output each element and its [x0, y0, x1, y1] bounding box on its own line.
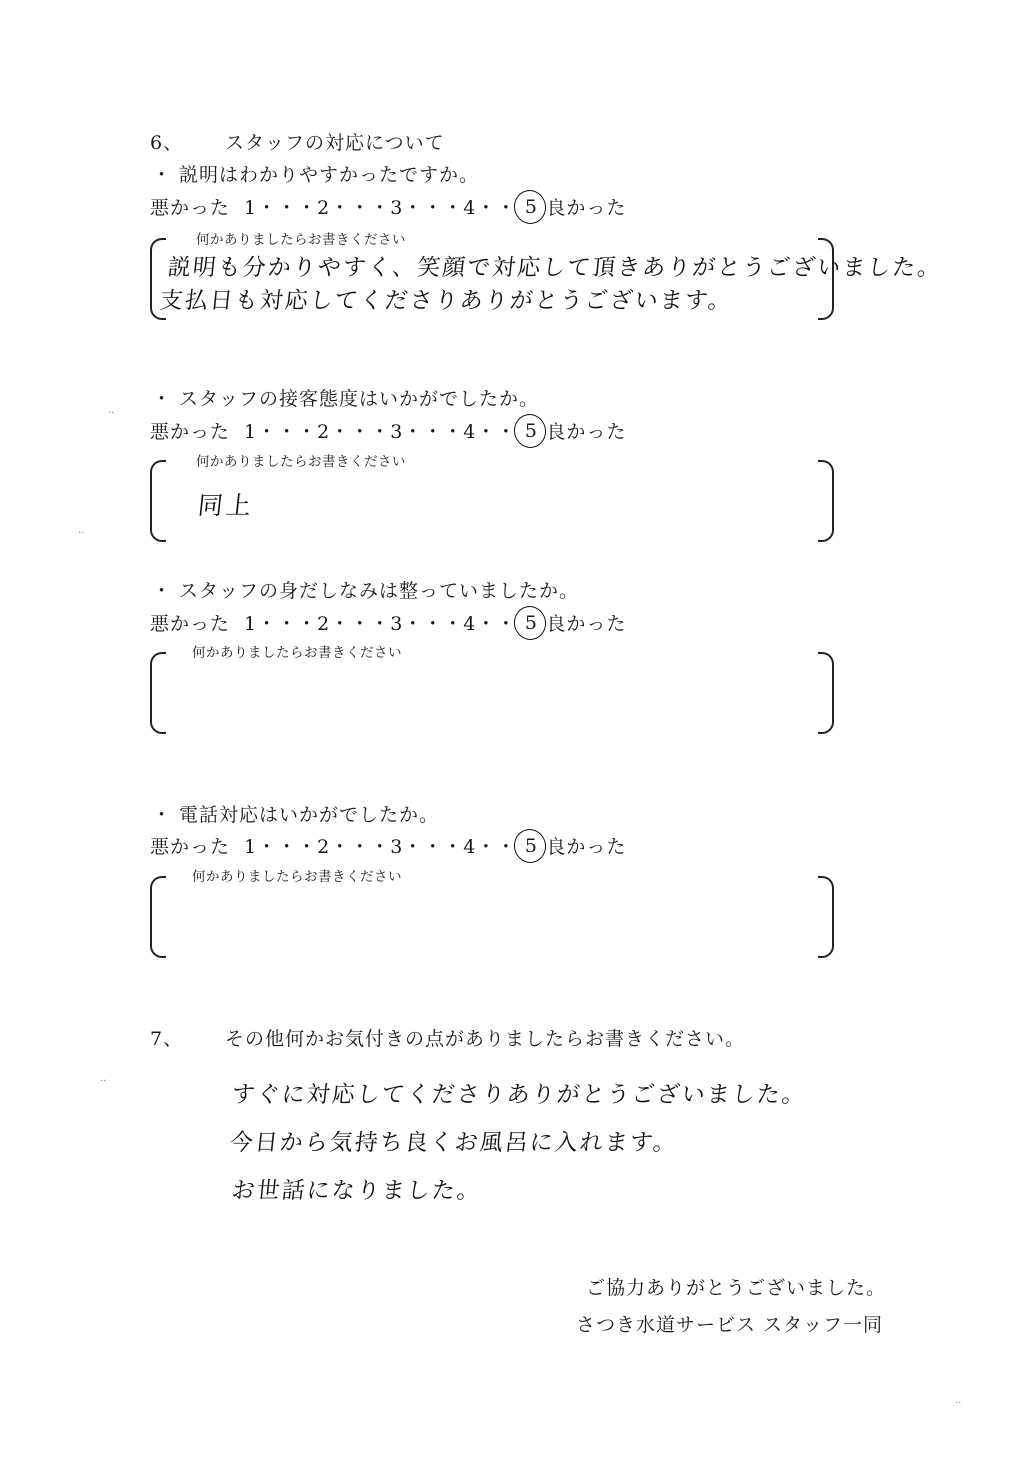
closing-thanks: ご協力ありがとうございました。 [586, 1277, 887, 1299]
rating-points: 1・・・2・・・3・・・4・・ [244, 421, 517, 443]
comment-box-right-bracket [818, 652, 834, 734]
question-2-text: ・ スタッフの接客態度はいかがでしたか。 [152, 388, 540, 410]
scan-speck: ·· [955, 1398, 962, 1409]
section-7-number: 7、 [150, 1028, 184, 1050]
section-7-handwritten-comment-line-2: 今日から気持ち良くお風呂に入れます。 [228, 1130, 680, 1156]
rating-selected-value: 5 [516, 612, 546, 634]
comment-box-left-bracket [150, 652, 166, 734]
comment-box-left-bracket [150, 876, 166, 958]
selection-circle-mark [511, 826, 549, 866]
rating-points: 1・・・2・・・3・・・4・・ [244, 836, 517, 858]
question-2-handwritten-comment-line-1: 同上 [196, 491, 256, 520]
question-4-text: ・ 電話対応はいかがでしたか。 [152, 804, 440, 826]
rating-selected-value: 5 [516, 420, 546, 442]
question-3-comment-prompt: 何かありましたらお書きください [192, 645, 402, 661]
section-7-handwritten-comment-line-1: すぐに対応してくださりありがとうございました。 [230, 1082, 809, 1108]
rating-selected-value: 5 [516, 835, 546, 857]
rating-left-label: 悪かった [150, 836, 231, 858]
rating-points: 1・・・2・・・3・・・4・・ [244, 613, 517, 635]
question-3-text: ・ スタッフの身だしなみは整っていましたか。 [152, 580, 580, 602]
section-6-number: 6、 [150, 132, 184, 154]
selection-circle-mark [511, 411, 549, 451]
rating-right-label: 良かった [546, 836, 627, 858]
rating-left-label: 悪かった [150, 197, 231, 219]
selection-circle-mark [511, 603, 549, 643]
scan-speck: ·· [78, 528, 85, 539]
rating-left-label: 悪かった [150, 613, 231, 635]
rating-right-label: 良かった [546, 613, 627, 635]
question-3-rating-scale [150, 609, 626, 636]
rating-selected-value: 5 [516, 196, 546, 218]
question-2-comment-prompt: 何かありましたらお書きください [196, 454, 406, 470]
question-4-rating-scale [150, 832, 626, 859]
question-1-comment-prompt: 何かありましたらお書きください [196, 232, 406, 248]
scan-speck: ·· [108, 408, 115, 419]
question-4-comment-prompt: 何かありましたらお書きください [192, 869, 402, 885]
question-2-rating-scale [150, 417, 626, 444]
scan-speck: ·· [100, 1076, 107, 1087]
question-1-handwritten-comment-line-2: 支払日も対応してくださりありがとうございます。 [158, 288, 735, 314]
rating-left-label: 悪かった [150, 421, 231, 443]
section-6-title: スタッフの対応について [225, 132, 445, 154]
section-7-handwritten-comment-line-3: お世話になりました。 [230, 1178, 484, 1204]
rating-right-label: 良かった [546, 197, 627, 219]
section-7-title: その他何かお気付きの点がありましたらお書きください。 [225, 1028, 746, 1050]
question-1-rating-scale [150, 193, 626, 220]
rating-right-label: 良かった [546, 421, 627, 443]
closing-signature: さつき水道サービス スタッフ一同 [576, 1314, 884, 1336]
comment-box-right-bracket [818, 460, 834, 542]
rating-points: 1・・・2・・・3・・・4・・ [244, 197, 517, 219]
selection-circle-mark [511, 187, 549, 227]
question-1-text: ・ 説明はわかりやすかったですか。 [152, 164, 480, 186]
comment-box-right-bracket [818, 876, 834, 958]
comment-box-left-bracket [150, 460, 166, 542]
question-1-handwritten-comment-line-1: 説明も分かりやすく、笑顔で対応して頂きありがとうございました。 [166, 255, 944, 281]
